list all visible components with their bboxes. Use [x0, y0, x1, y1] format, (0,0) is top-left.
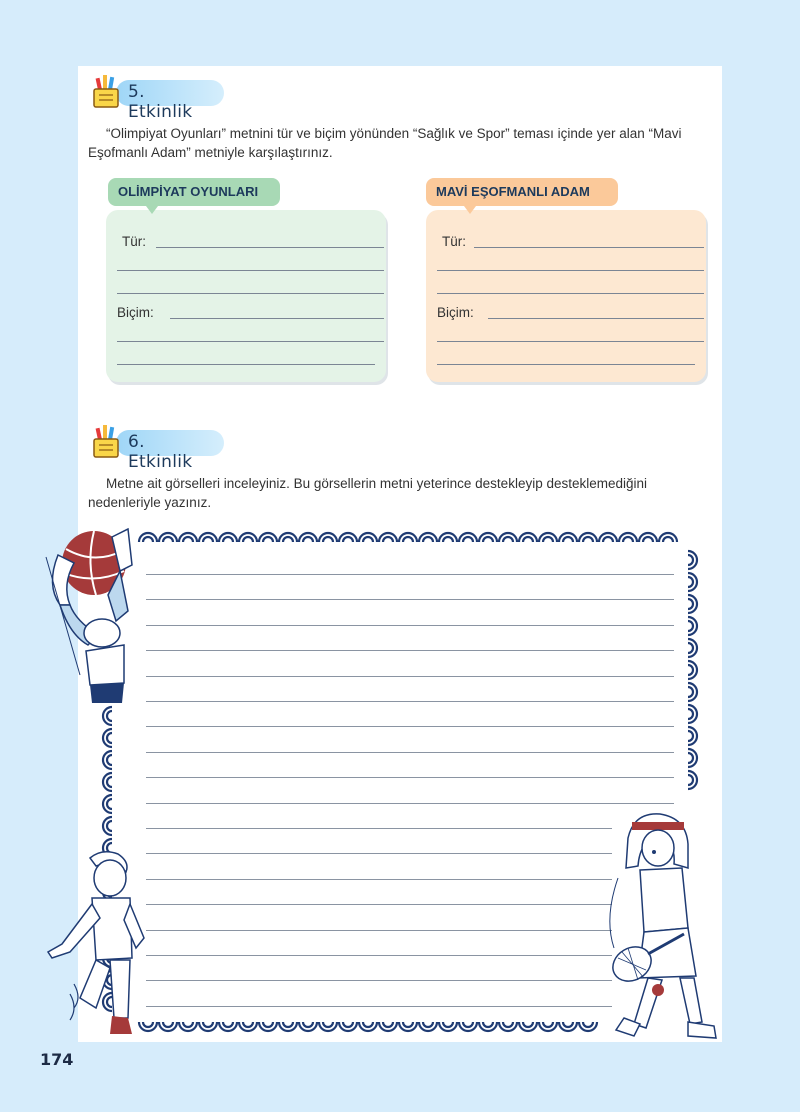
page-number: 174 [40, 1050, 74, 1069]
writing-line[interactable] [146, 980, 612, 981]
mavi-tur-line-2[interactable] [437, 270, 704, 271]
writing-line[interactable] [146, 752, 674, 753]
writing-line[interactable] [146, 803, 674, 804]
activity-6-instruction: Metne ait görselleri inceleyiniz. Bu görsellerin metni yeterince destekleyip desteklemediğini nedenleriyle yazınız. [88, 476, 648, 510]
writing-line[interactable] [146, 853, 612, 854]
writing-line[interactable] [146, 955, 612, 956]
writing-line[interactable] [146, 726, 674, 727]
mavi-tur-line-1[interactable] [474, 247, 704, 248]
writing-line[interactable] [146, 777, 674, 778]
mavi-card [426, 210, 706, 382]
olimpiyat-bicim-line-1[interactable] [170, 318, 384, 319]
mavi-bicim-line-2[interactable] [437, 341, 704, 342]
olimpiyat-tur-label: Tür: [122, 234, 147, 249]
runner-illustration [40, 848, 150, 1048]
olimpiyat-tur-line-3[interactable] [117, 293, 384, 294]
olimpiyat-bicim-line-3[interactable] [117, 364, 375, 365]
writing-line[interactable] [146, 828, 612, 829]
pencil-cup-icon [88, 72, 128, 112]
writing-line[interactable] [146, 650, 674, 651]
writing-line[interactable] [146, 676, 674, 677]
olimpiyat-bicim-label: Biçim: [117, 305, 154, 320]
mavi-bicim-line-3[interactable] [437, 364, 695, 365]
mavi-tur-line-3[interactable] [437, 293, 704, 294]
writing-line[interactable] [146, 625, 674, 626]
olimpiyat-card-header: OLİMPİYAT OYUNLARI [108, 178, 280, 206]
writing-line[interactable] [146, 599, 674, 600]
activity-5-instruction: “Olimpiyat Oyunları” metnini tür ve biçim yönünden “Sağlık ve Spor” teması içinde yer alan “Mavi Eşofmanlı Adam” metniyle karşılaştırınız. [88, 126, 682, 160]
mavi-bicim-label: Biçim: [437, 305, 474, 320]
writing-line[interactable] [146, 701, 674, 702]
writing-line[interactable] [146, 879, 612, 880]
pencil-cup-icon [88, 422, 128, 462]
olimpiyat-tur-line-2[interactable] [117, 270, 384, 271]
olimpiyat-tur-line-1[interactable] [156, 247, 384, 248]
mavi-bicim-line-1[interactable] [488, 318, 704, 319]
activity-5-title: 5. Etkinlik [128, 82, 193, 122]
mavi-card-header: MAVİ EŞOFMANLI ADAM [426, 178, 618, 206]
olimpiyat-bicim-line-2[interactable] [117, 341, 384, 342]
tennis-player-illustration [604, 808, 724, 1048]
writing-line[interactable] [146, 930, 612, 931]
writing-line[interactable] [146, 904, 612, 905]
writing-line[interactable] [146, 574, 674, 575]
olimpiyat-card [106, 210, 386, 382]
activity-6-title: 6. Etkinlik [128, 432, 193, 472]
mavi-tur-label: Tür: [442, 234, 467, 249]
basketball-player-illustration [40, 525, 140, 725]
writing-line[interactable] [146, 1006, 612, 1007]
